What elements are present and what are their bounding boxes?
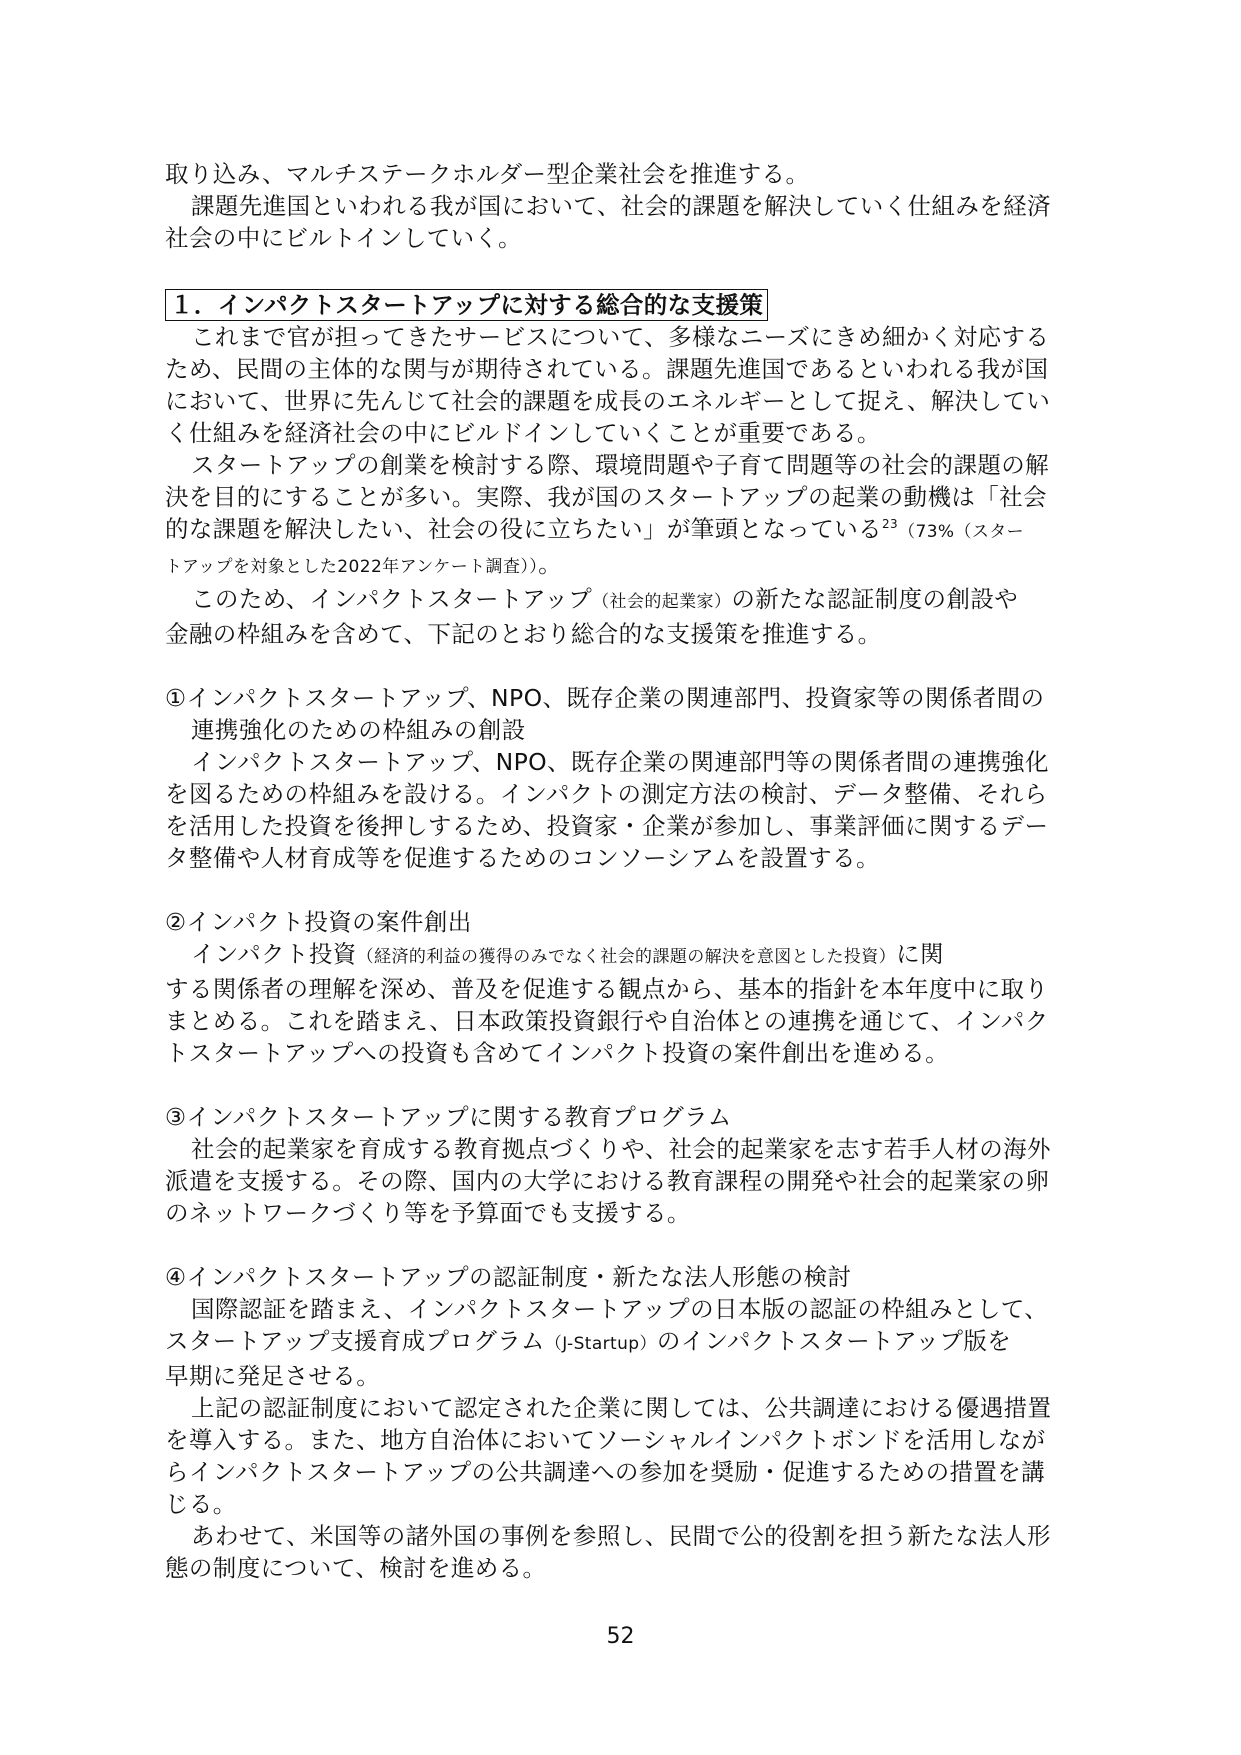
para3-text: このため、インパクトスタートアップ <box>191 585 593 613</box>
item4-line: あわせて、米国等の諸外国の事例を参照し、民間で公的役割を担う新たな法人形 <box>191 1522 1051 1550</box>
item2-line: まとめる。これを踏まえ、日本政策投資銀行や自治体との連携を通じて、インパク <box>165 1007 1049 1035</box>
para2-line: スタートアップの創業を検討する際、環境問題や子育て問題等の社会的課題の解 <box>191 451 1050 479</box>
item1-title: ①インパクトスタートアップ、NPO、既存企業の関連部門、投資家等の関係者間の <box>165 684 1045 712</box>
para2-line: 決を目的にすることが多い。実際、我が国のスタートアップの起業の動機は「社会 <box>165 483 1047 511</box>
item4-line: を導入する。また、地方自治体においてソーシャルインパクトボンドを活用しなが <box>165 1426 1046 1454</box>
item4-line: 国際認証を踏まえ、インパクトスタートアップの日本版の認証の枠組みとして、 <box>191 1295 1049 1323</box>
item4-text: のインパクトスタートアップ版を <box>656 1327 1012 1355</box>
item4-line: らインパクトスタートアップの公共調達への参加を奨励・促進するための措置を講 <box>165 1458 1046 1486</box>
item2-text: に関 <box>896 940 944 968</box>
item3-line: 派遣を支援する。その際、国内の大学における教育課程の開発や社会的起業家の卵 <box>165 1167 1050 1195</box>
item4-line: 上記の認証制度において認定された企業に関しては、公共調達における優遇措置 <box>191 1394 1052 1422</box>
para3-line: 金融の枠組みを含めて、下記のとおり総合的な支援策を推進する。 <box>165 620 882 648</box>
item2-note: （経済的利益の獲得のみでなく社会的課題の解決を意図とした投資） <box>356 947 897 967</box>
section-heading: １．インパクトスタートアップに対する総合的な支援策 <box>165 289 768 321</box>
para3-text: の新たな認証制度の創設や <box>731 585 1019 613</box>
document-body <box>165 158 1095 1584</box>
para2-text: 。 <box>538 550 563 578</box>
item1-title: 連携強化のための枠組みの創設 <box>191 716 526 744</box>
item3-line: のネットワークづくり等を予算面でも支援する。 <box>165 1199 691 1227</box>
item2-line: トスタートアップへの投資も含めてインパクト投資の案件創出を進める。 <box>165 1039 949 1067</box>
intro-line: 社会の中にビルトインしていく。 <box>165 224 522 252</box>
para3-note: （社会的起業家） <box>592 592 732 612</box>
item2-line <box>165 938 1095 973</box>
para2-line <box>165 513 1095 548</box>
para2-line <box>165 548 1095 583</box>
item3-line: 社会的起業家を育成する教育拠点づくりや、社会的起業家を志す若手人材の海外 <box>191 1135 1051 1163</box>
para2-text: 的な課題を解決したい、社会の役に立ちたい」が筆頭となっている <box>165 515 882 543</box>
item1-line: タ整備や人材育成等を促進するためのコンソーシアムを設置する。 <box>165 844 880 872</box>
para2-note: トアップを対象とした2022年アンケート調査）） <box>165 557 539 577</box>
intro-line: 課題先進国といわれる我が国において、社会的課題を解決していく仕組みを経済 <box>191 192 1051 220</box>
para1-line: く仕組みを経済社会の中にビルドインしていくことが重要である。 <box>165 419 881 447</box>
page-number: 52 <box>606 1624 635 1649</box>
item2-line: する関係者の理解を深め、普及を促進する観点から、基本的指針を本年度中に取り <box>165 975 1049 1003</box>
para1-line: これまで官が担ってきたサービスについて、多様なニーズにきめ細かく対応する <box>191 323 1050 351</box>
item4-line: 態の制度について、検討を進める。 <box>165 1554 547 1582</box>
para2-note: （73%（スター <box>898 522 1025 542</box>
item1-line: を図るための枠組みを設ける。インパクトの測定方法の検討、データ整備、それら <box>165 780 1048 808</box>
intro-line: 取り込み、マルチステークホルダー型企業社会を推進する。 <box>165 160 810 188</box>
item4-title: ④インパクトスタートアップの認証制度・新たな法人形態の検討 <box>165 1263 852 1291</box>
para1-line: において、世界に先んじて社会的課題を成長のエネルギーとして捉え、解決してい <box>165 387 1051 415</box>
item3-title: ③インパクトスタートアップに関する教育プログラム <box>165 1103 732 1131</box>
item2-title: ②インパクト投資の案件創出 <box>165 908 472 936</box>
item2-text: インパクト投資 <box>191 940 357 968</box>
item4-line: 早期に発足させる。 <box>165 1362 381 1390</box>
item1-line: を活用した投資を後押しするため、投資家・企業が参加し、事業評価に関するデー <box>165 812 1049 840</box>
item4-line: じる。 <box>165 1490 237 1518</box>
footnote-ref: 23 <box>882 517 899 531</box>
item1-line: インパクトスタートアップ、NPO、既存企業の関連部門等の関係者間の連携強化 <box>191 748 1049 776</box>
para1-line: ため、民間の主体的な関与が期待されている。課題先進国であるといわれる我が国 <box>165 355 1049 383</box>
para3-line <box>165 583 1095 618</box>
item4-line <box>165 1325 1095 1360</box>
item4-note: （J-Startup） <box>544 1334 657 1354</box>
item4-text: スタートアップ支援育成プログラム <box>165 1327 545 1355</box>
